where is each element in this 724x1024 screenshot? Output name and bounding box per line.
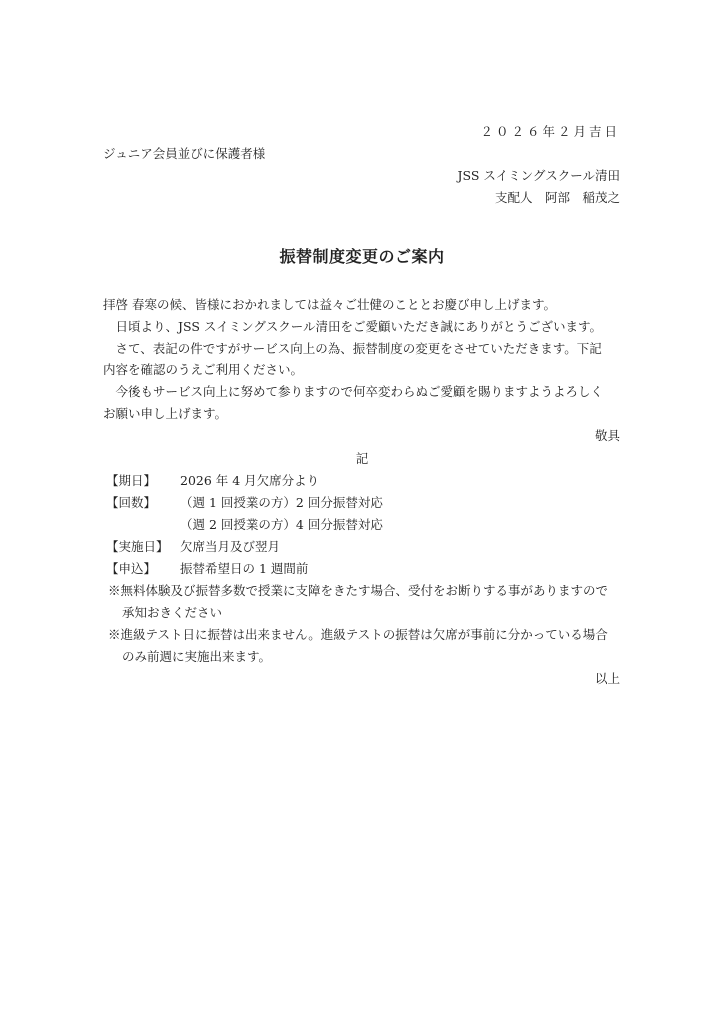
sender-person: 支配人 阿部 稲茂之 xyxy=(494,190,620,205)
thanks-paragraph: 日頃より、JSS スイミングスクール清田をご愛顧いただき誠にありがとうございます。 xyxy=(103,319,603,334)
ijou-end-mark: 以上 xyxy=(594,671,620,686)
closing-paragraph-line2: お願い申し上げます。 xyxy=(103,406,228,421)
item-value: （週 2 回授業の方）4 回分振替対応 xyxy=(180,517,383,532)
note-1-line1: ※無料体験及び振替多数で授業に支障をきたす場合、受付をお断りする事がありますので xyxy=(108,583,609,598)
note-2-line1: ※進級テスト日に振替は出来ません。進級テストの振替は欠席が事前に分かっている場合 xyxy=(108,627,608,642)
closing-paragraph-line1: 今後もサービス向上に努めて参りますので何卒変わらぬご愛顧を賜りますようよろしく xyxy=(103,384,604,399)
recipient: ジュニア会員並びに保護者様 xyxy=(103,146,266,161)
ki-heading: 記 xyxy=(355,451,369,466)
item-label: 【実施日】 xyxy=(106,539,169,554)
notice-paragraph-line2: 内容を確認のうえご利用ください。 xyxy=(103,362,304,377)
item-label: 【期日】 xyxy=(106,473,157,488)
issue-date: ２０２６年２月吉日 xyxy=(480,124,620,139)
sender-organization: JSS スイミングスクール清田 xyxy=(457,168,620,183)
item-value: （週 1 回授業の方）2 回分振替対応 xyxy=(180,495,383,510)
greeting-paragraph: 拝啓 春寒の候、皆様におかれましては益々ご壮健のこととお慶び申し上げます。 xyxy=(103,297,556,312)
document-title: 振替制度変更のご案内 xyxy=(279,247,445,266)
notice-paragraph-line1: さて、表記の件ですがサービス向上の為、振替制度の変更をさせていただきます。下記 xyxy=(103,341,602,356)
item-value: 欠席当月及び翌月 xyxy=(180,539,281,554)
item-label: 【回数】 xyxy=(106,495,157,510)
item-value: 2026 年 4 月欠席分より xyxy=(180,473,320,488)
item-value: 振替希望日の 1 週間前 xyxy=(180,561,309,576)
item-label: 【申込】 xyxy=(106,561,157,576)
note-1-line2: 承知おきください xyxy=(122,605,223,620)
keigu-closing: 敬具 xyxy=(594,428,620,443)
note-2-line2: のみ前週に実施出来ます。 xyxy=(122,649,272,664)
